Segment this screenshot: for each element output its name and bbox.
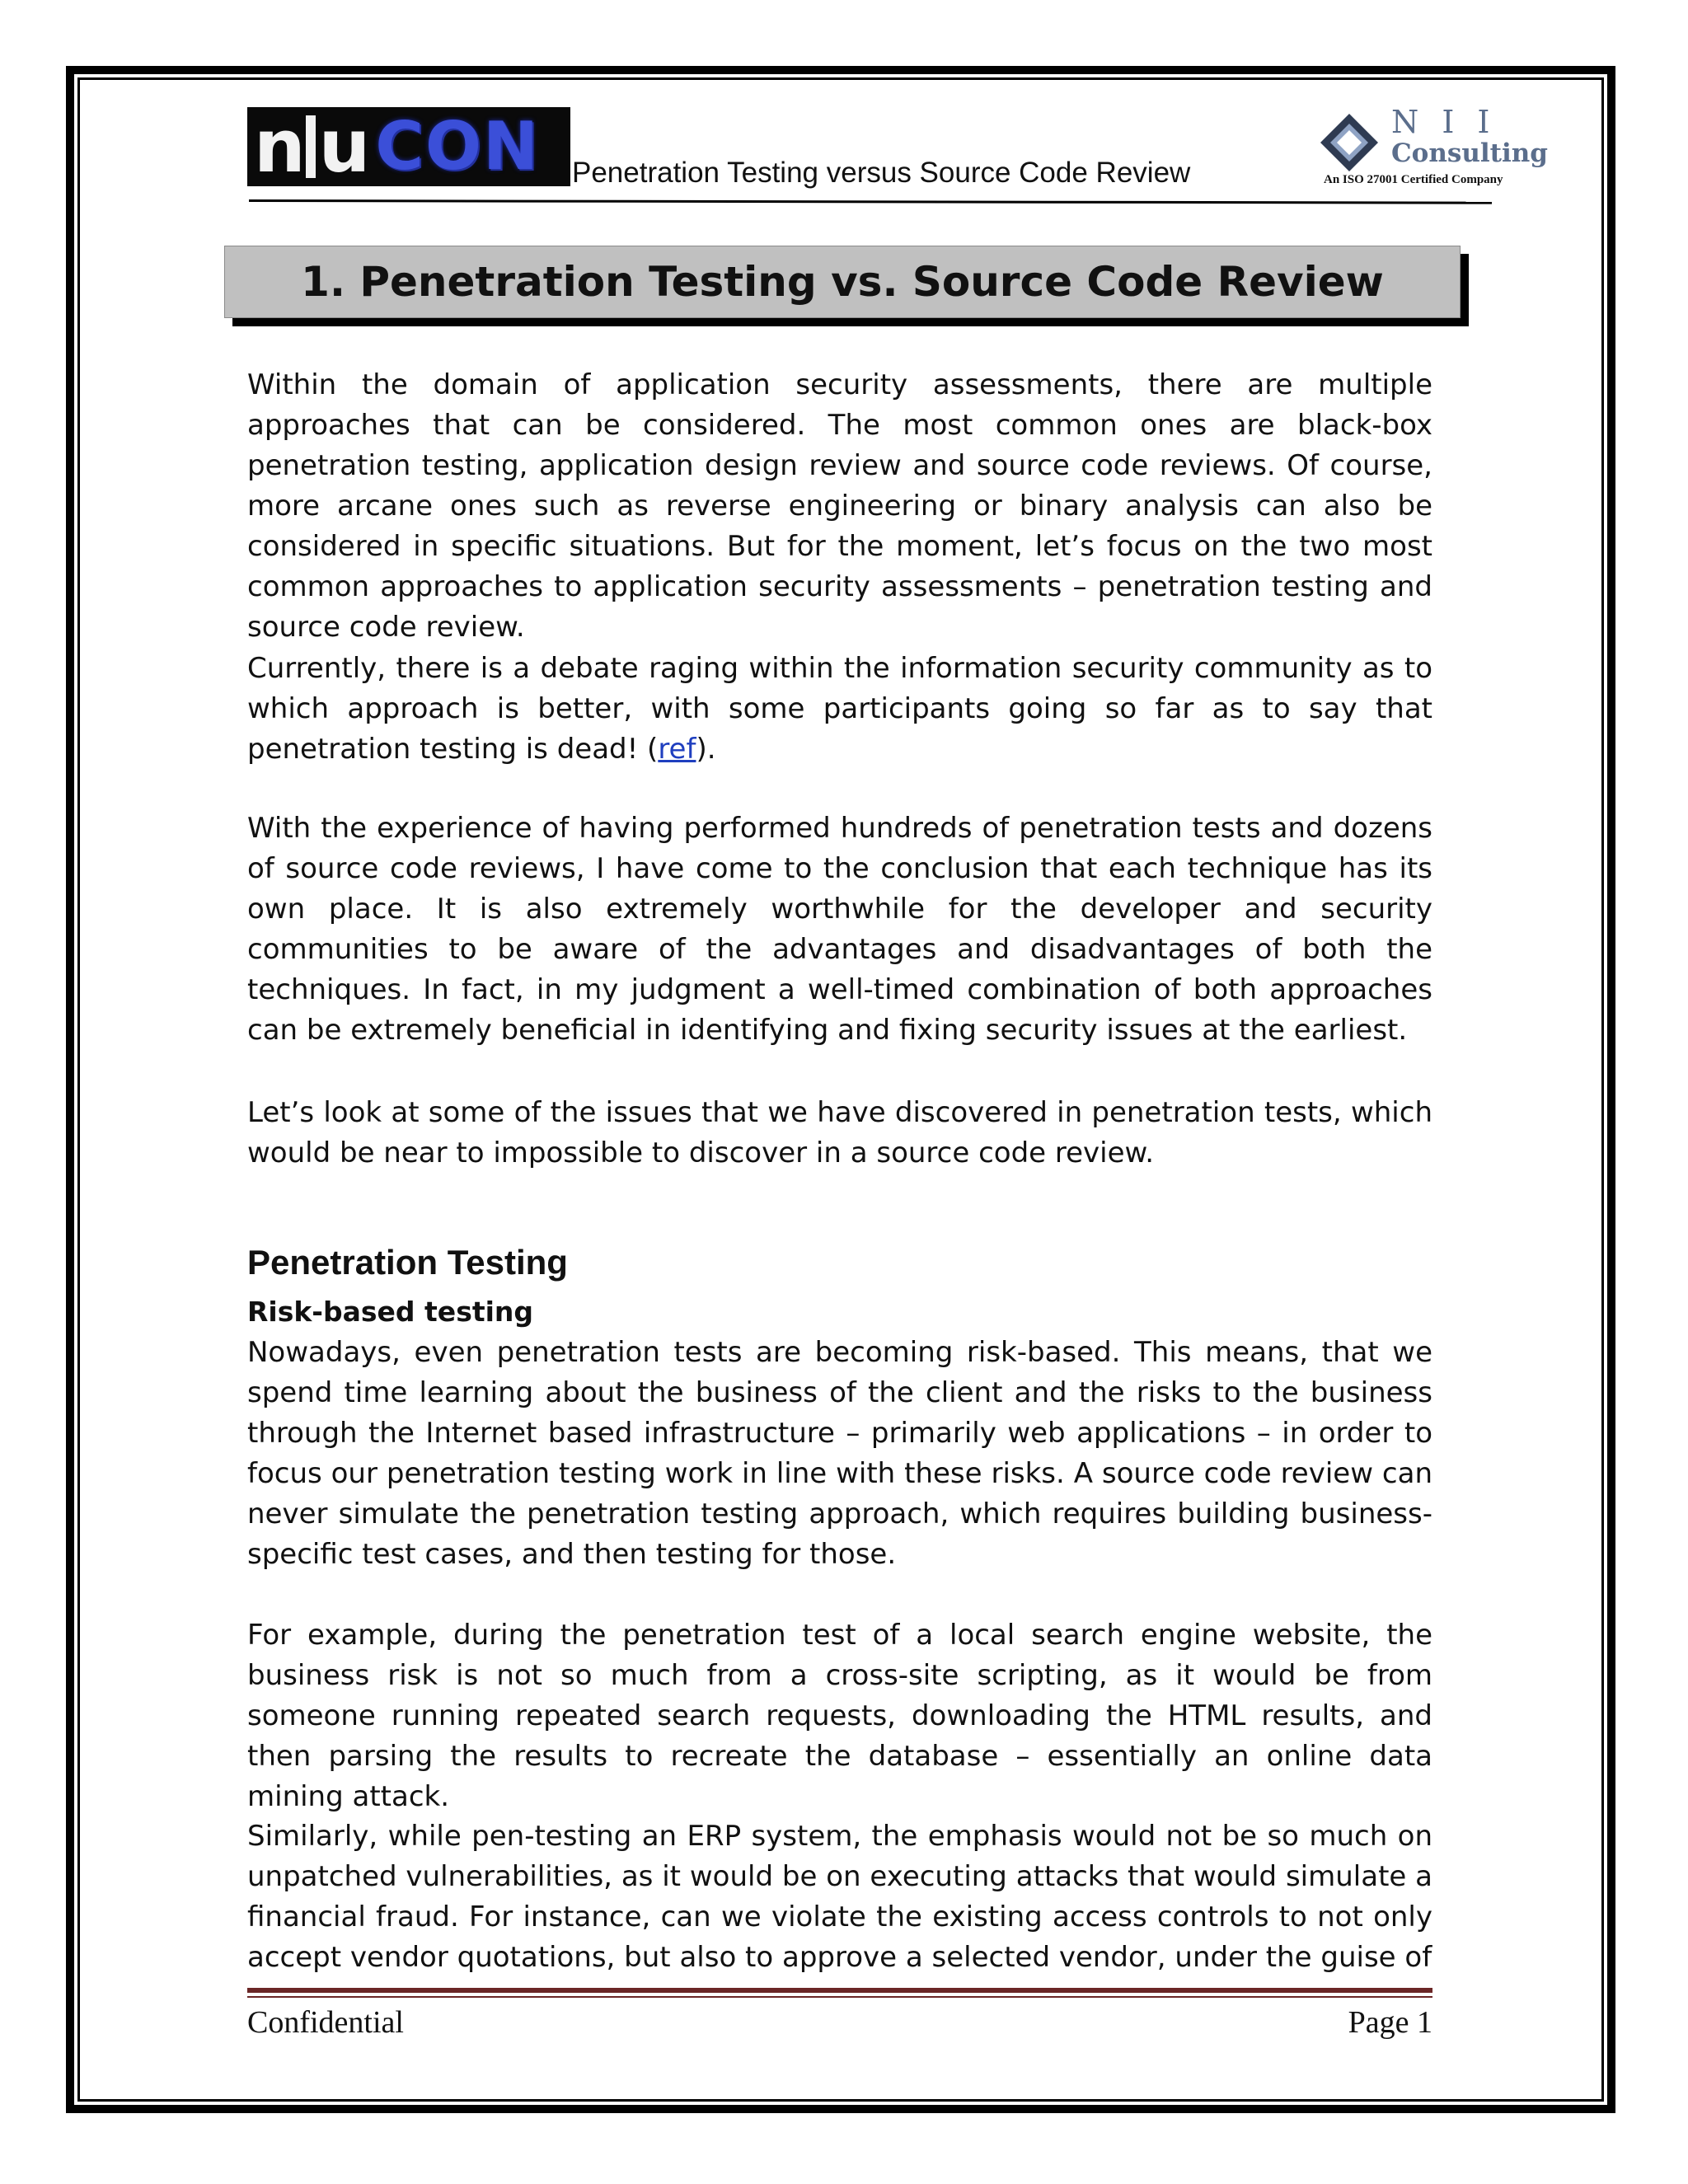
- nii-diamond-icon: [1319, 112, 1380, 173]
- nii-logo-tagline: An ISO 27001 Certified Company: [1324, 173, 1503, 186]
- footer-page-number: Page 1: [1348, 2005, 1432, 2040]
- paragraph-issues: Let’s look at some of the issues that we have discovered in penetration tests, which would be near to impossible to discover in a source code review.: [247, 1096, 1432, 1169]
- paragraph-example: For example, during the penetration test of a local search engine website, the business risk is not so much from a cross-site scripting, as it would be from someone running repeated search requests, downloading the HTML results, and then parsing the results to recreate the database – essentially an online data mining attack.: [247, 1619, 1432, 1813]
- paragraph-erp: Similarly, while pen-testing an ERP system, the emphasis would not be so much on unpatched vulnerabilities, as it would be on executing attacks that would simulate a financial fraud. For instance, can we violate the existing access controls to not only accept vendor quotations, but also to approve a selected vendor, under the guise of: [247, 1820, 1432, 1974]
- section-heading-box: [224, 246, 1461, 318]
- paragraph-risk-based: Nowadays, even penetration tests are becoming risk-based. This means, that we spend time learning about the business of the client and the risks to the business through the Internet based infrastructure – primarily web applications – in order to focus our penetration testing work in line with these risks. A source code review can never simulate the penetration testing approach, which requires building business-specific test cases, and then testing for those.: [247, 1336, 1432, 1571]
- paragraph-intro: Within the domain of application security assessments, there are multiple approaches that can be considered. The most common ones are black-box penetration testing, application design review and source code reviews. Of course, more arcane ones such as reverse engineering or binary analysis can also be considered in specific situations. But for the moment, let’s focus on the two most common approaches to application security assessments – penetration testing and source code review.: [247, 368, 1432, 644]
- nucon-logo-con: CON: [375, 108, 540, 185]
- paragraph-debate-tail: ).: [696, 733, 716, 766]
- subheading-risk-based-testing: Risk-based testing: [247, 1296, 534, 1328]
- subheading-penetration-testing: Penetration Testing: [247, 1243, 568, 1282]
- ref-link[interactable]: ref: [658, 733, 696, 766]
- nucon-logo-bar: [306, 115, 316, 178]
- nucon-logo-n: n: [254, 107, 302, 186]
- nii-consulting-logo: [1319, 104, 1548, 191]
- footer-confidential: Confidential: [247, 2005, 404, 2040]
- nii-logo-sub: Consulting: [1391, 138, 1548, 168]
- header-title: Penetration Testing versus Source Code Review: [572, 157, 1191, 189]
- paragraph-experience: With the experience of having performed hundreds of penetration tests and dozens of source code reviews, I have come to the conclusion that each technique has its own place. It is also extremely worthwhile for the developer and security communities to be aware of the advantages and disadvantages of both the techniques. In fact, in my judgment a well-timed combination of both approaches can be extremely beneficial in identifying and fixing security issues at the earliest.: [247, 812, 1432, 1047]
- nucon-logo-u: u: [318, 107, 368, 186]
- footer-divider-thick: [247, 1988, 1432, 1993]
- nucon-logo: [247, 107, 570, 186]
- footer-divider-thin: [247, 1996, 1432, 1998]
- section-heading: 1. Penetration Testing vs. Source Code Review: [301, 258, 1384, 306]
- paragraph-debate: [247, 649, 1432, 770]
- paragraph-debate-text: Currently, there is a debate raging within the information security community as to which approach is better, with some participants going so far as to say that penetration testing is dead! (: [247, 652, 1432, 766]
- nii-logo-name: N I I: [1391, 104, 1497, 140]
